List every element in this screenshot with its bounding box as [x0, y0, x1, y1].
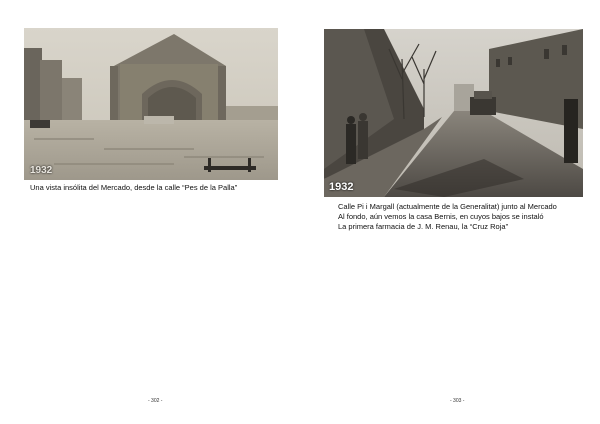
page-number: - 303 -	[450, 398, 465, 404]
street-photo-image	[324, 29, 583, 197]
market-photo	[24, 28, 278, 180]
caption-line: Al fondo, aún vemos la casa Bernis, en cuyos bajos se instaló	[338, 212, 544, 221]
caption-line: Calle Pi i Margall (actualmente de la Generalitat) junto al Mercado	[338, 202, 557, 211]
caption-line: Una vista insólita del Mercado, desde la calle “Pes de la Palla”	[30, 183, 238, 192]
photo-year-label: 1932	[30, 165, 53, 176]
page-number: - 302 -	[148, 398, 163, 404]
market-photo-image	[24, 28, 278, 180]
caption-line: La primera farmacia de J. M. Renau, la “Cruz Roja”	[338, 222, 509, 231]
photo-caption	[338, 202, 557, 232]
photo-caption	[30, 183, 237, 193]
street-photo	[324, 29, 583, 197]
right-page	[300, 0, 600, 424]
photo-year-label: 1932	[329, 181, 354, 193]
